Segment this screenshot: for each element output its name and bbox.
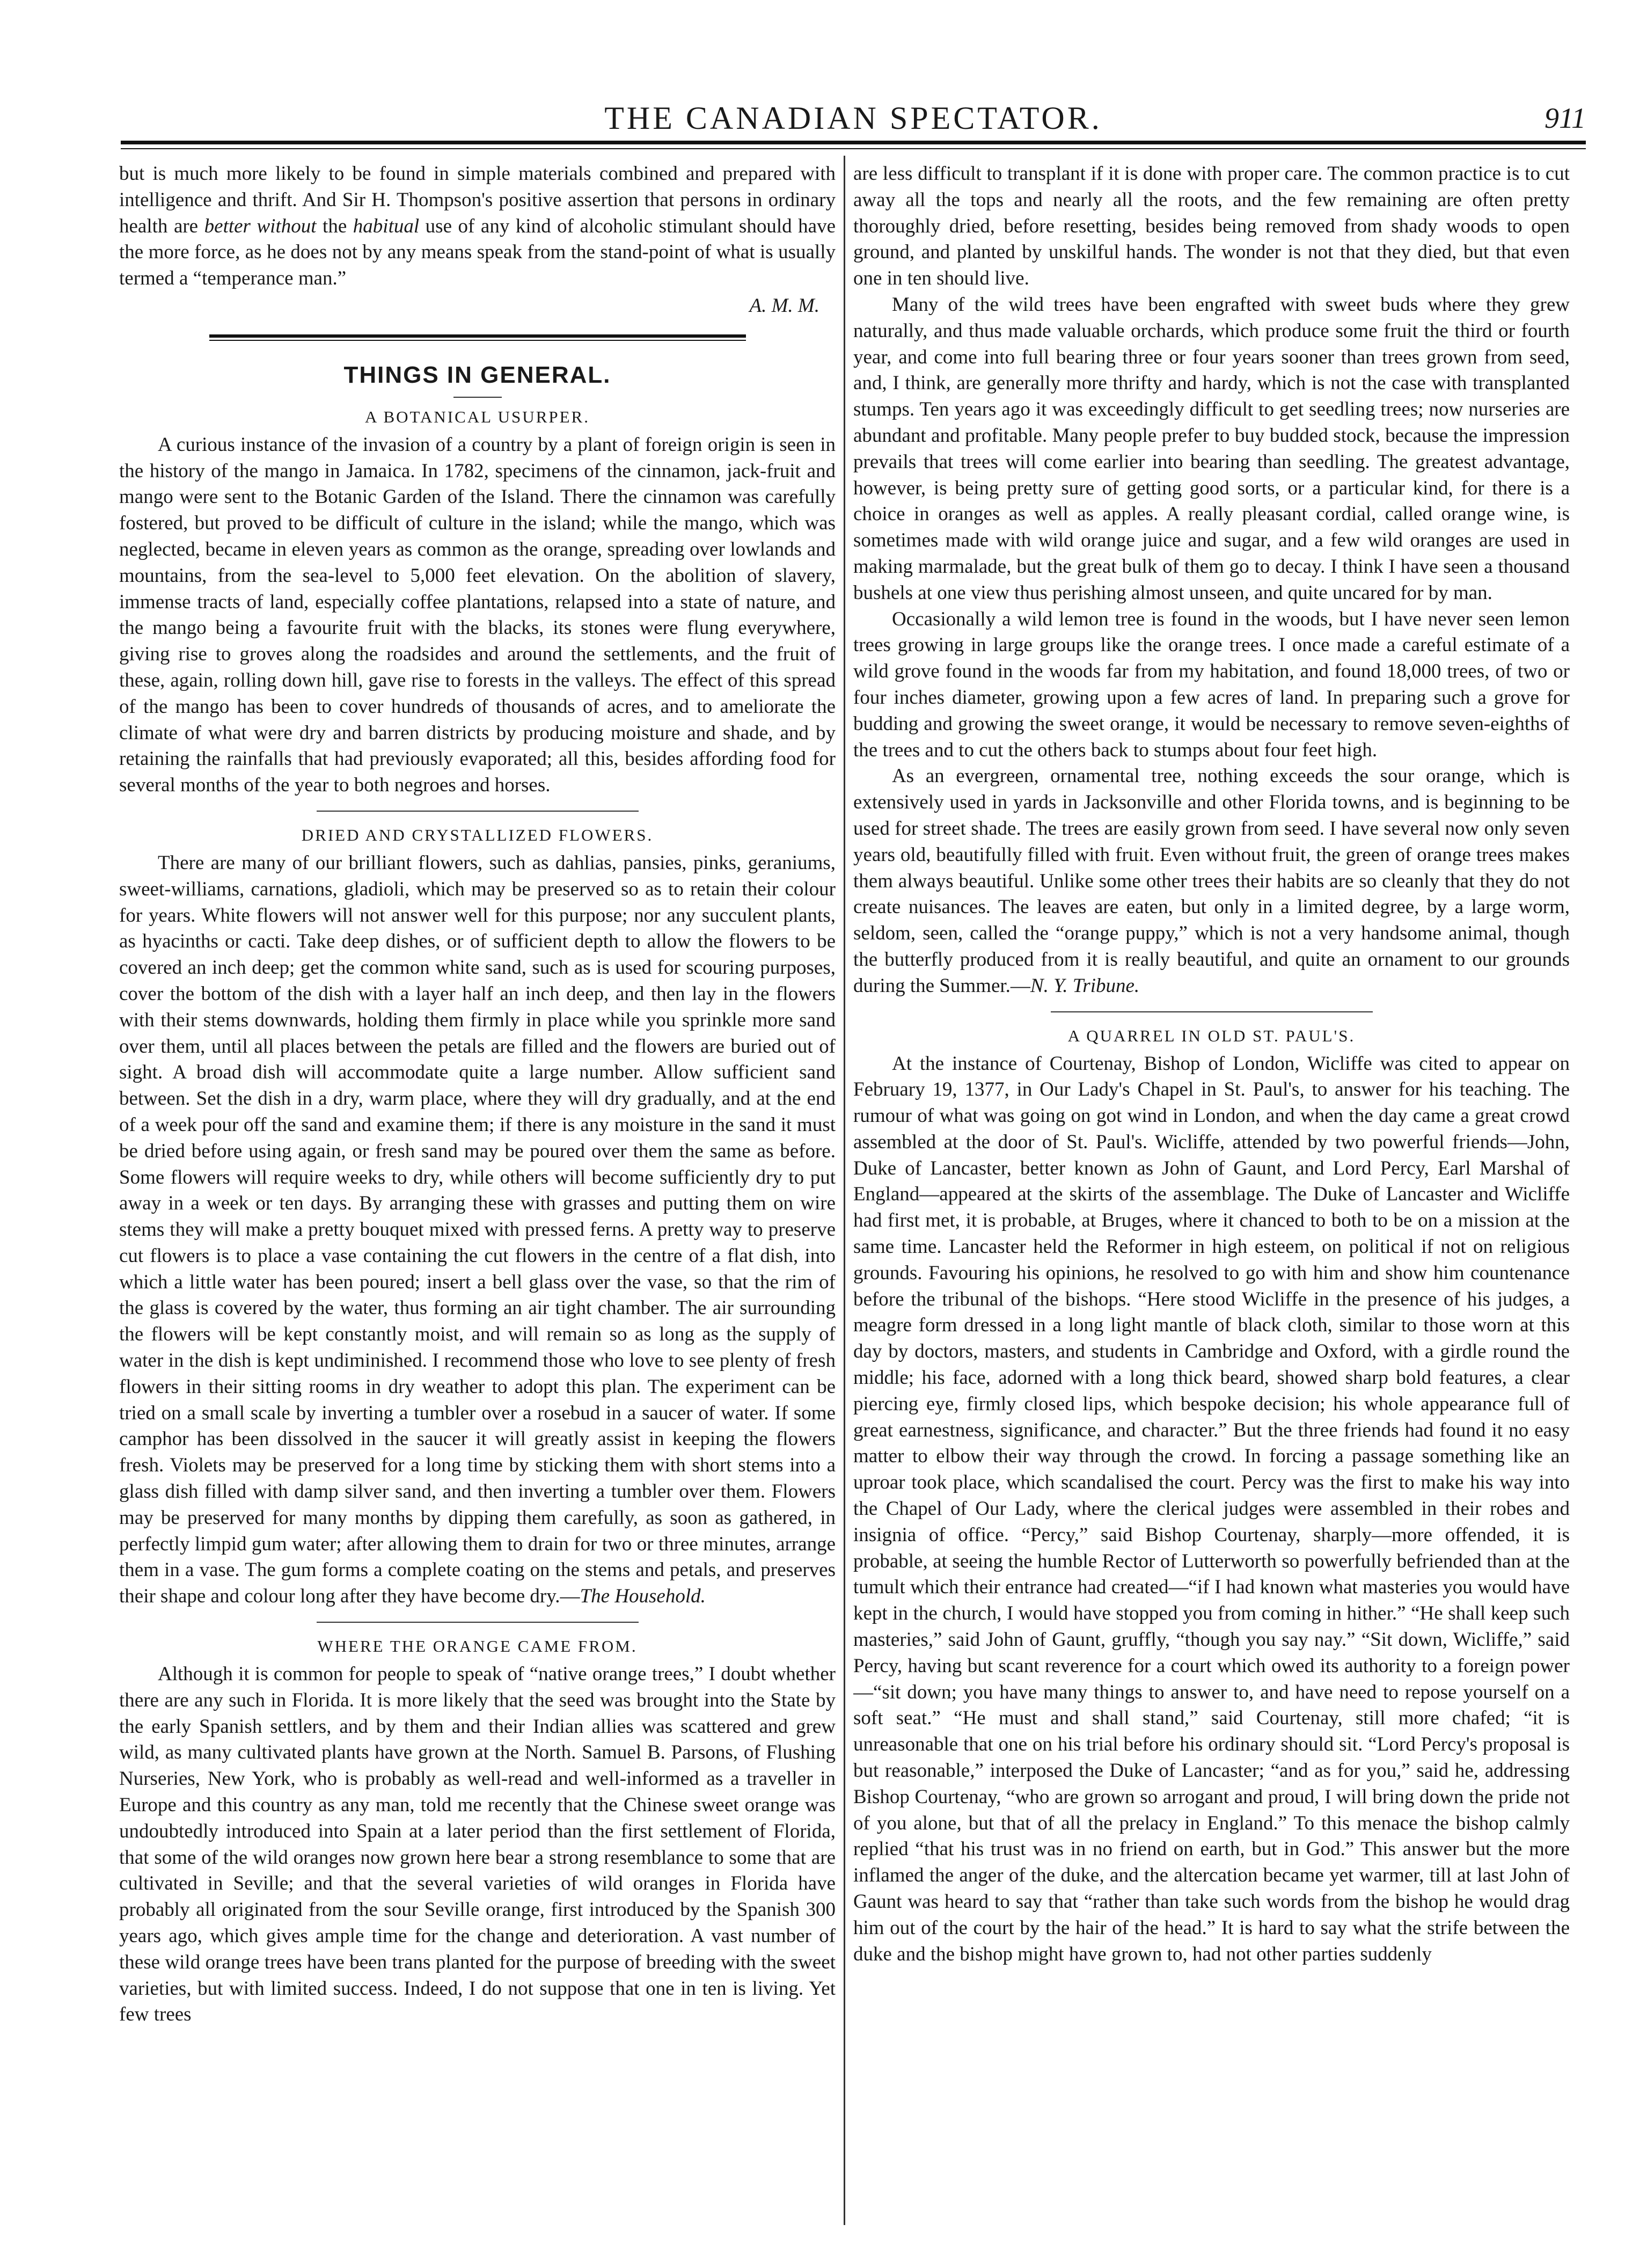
column-divider bbox=[844, 156, 845, 2225]
publication-title: THE CANADIAN SPECTATOR. bbox=[604, 100, 1102, 136]
article-body-orange: Although it is common for people to speak of “native orange trees,” I doubt whether there are any such in Florida. It is more likely that the seed was brought into the State by the early Spanish settlers, and by them and their Indian allies was scattered and grew wild, as many cultivated plants have grown at the North. Samuel B. Parsons, of Flushing Nurseries, New York, who is probably as well-read and well-informed as a traveller in Europe and this country as any man, told me recently that the Chinese sweet orange was undoubtedly introduced into Spain at a later period than the first settlement of Florida, that some of the wild oranges now grown here bear a strong resemblance to some that are cultivated in Seville; and that the several varieties of wild oranges in Florida have probably all originated from the sour Seville orange, first introduced by the Spanish 300 years ago, which gives ample time for the change and deterioration. A vast number of these wild orange trees have been trans planted for the purpose of breeding with the sweet varieties, but with limited success. Indeed, I do not suppose that one in ten is living. Yet few trees bbox=[119, 1663, 836, 2026]
article-separator bbox=[317, 811, 639, 812]
article-paragraph: Occasionally a wild lemon tree is found in the woods, but I have never seen lemon trees growing in large groups like the orange trees. I once made a careful estimate of a wild grove found in the woods far from my habitation, and found 18,000 trees, of two or four inches diameter, growing upon a few acres of land. In preparing such a grove for budding and growing the sweet orange, it would be necessary to remove seven-eighths of the trees and to cut the others back to stumps about four feet high. bbox=[853, 608, 1570, 761]
article-source: N. Y. Tribune. bbox=[1030, 974, 1140, 997]
article-body-quarrel: At the instance of Courtenay, Bishop of London, Wicliffe was cited to appear on February 19, 1377, in Our Lady's Chapel in St. Paul's, to answer for his teaching. The rumour of what was going on got wind in London, and when the day came a great crowd assembled at the door of St. Paul's. Wicliffe, attended by two powerful friends—John, Duke of Lancaster, better known as John of Gaunt, and Lord Percy, Earl Marshal of England—appeared at the skirts of the assemblage. The Duke of Lancaster and Wicliffe had first met, it is probable, at Bruges, where it chanced to both to be on a mission at the same time. Lancaster held the Reformer in high esteem, on political if not on religious grounds. Favouring his opinions, he resolved to go with him and show him countenance before the tribunal of the bishops. “Here stood Wicliffe in the presence of his judges, a meagre form dressed in a long light mantle of black cloth, similar to those worn at this day by doctors, masters, and students in Cambridge and Oxford, with a girdle round the middle; his face, adorned with a long thick beard, showed sharp bold features, a clear piercing eye, firmly closed lips, which bespoke decision; his whole appearance full of great earnestness, significance, and character.” But the three friends had found it no easy matter to elbow their way through the crowd. In forcing a passage something like an uproar took place, which scandalised the court. Percy was the first to make his way into the Chapel of Our Lady, where the clerical judges were assembled in their robes and insignia of office. “Percy,” said Bishop Courtenay, sharply—more offended, it is probable, at seeing the humble Rector of Lutterworth so powerfully befriended than at the tumult which their entrance had created—“if I had known what masteries you would have kept in the church, I would have stopped you from coming in hither.” “He shall keep such masteries,” said John of Gaunt, gruffly, “though you say nay.” “Sit down, Wicliffe,” said Percy, having but scant reverence for a court which owed its authority to a foreign power—“sit down; you have many things to answer to, and have need to repose yourself on a soft seat.” “He must and shall stand,” said Courtenay, still more chafed; “it is unreasonable that one on his trial before his ordinary should sit. “Lord Percy's proposal is but reasonable,” interposed the Duke of Lancaster; “and as for you,” said he, addressing Bishop Courtenay, “who are grown so arrogant and proud, I will bring down the pride not of you alone, but that of all the prelacy in England.” To this menace the bishop calmly replied “that his trust was in no friend on earth, but in God.” This answer but the more inflamed the anger of the duke, and the altercation became yet warmer, till at last John of Gaunt was heard to say that “rather than take such words from the bishop he would drag him out of the court by the hair of the head.” It is hard to say what the strife between the duke and the bishop might have grown to, had not other parties suddenly bbox=[853, 1052, 1570, 1965]
right-column bbox=[853, 161, 1570, 2228]
article-heading-quarrel: A QUARREL IN OLD ST. PAUL'S. bbox=[1067, 1026, 1356, 1045]
masthead-rule-thin bbox=[121, 148, 1586, 149]
article-paragraph: As an evergreen, ornamental tree, nothing exceeds the sour orange, which is extensively used in yards in Jacksonville and other Florida towns, and is beginning to be used for street shade. The trees are easily grown from seed. I have several now only seven years old, beautifully filled with fruit. Even without fruit, the green of orange trees makes them always beautiful. Unlike some other trees their habits are so cleanly that they do not create nuisances. The leaves are eaten, but only in a limited degree, by a large worm, seldom, seen, called the “orange puppy,” which is not a very handsome animal, though the butterfly produced from it is really beautiful, and quite an ornament to our grounds during the Summer.—N. Y. Tribune. bbox=[853, 765, 1570, 997]
section-title-rule bbox=[453, 397, 502, 398]
author-signature: A. M. M. bbox=[749, 294, 819, 317]
article-separator bbox=[1051, 1011, 1373, 1012]
article-heading-orange: WHERE THE ORANGE CAME FROM. bbox=[317, 1637, 638, 1656]
article-body-dried-flowers: There are many of our brilliant flowers, such as dahlias, pansies, pinks, geraniums, sweet-williams, carnations, gladioli, which may be preserved so as to retain their colour for years. White flowers will not answer well for this purpose; nor any succulent plants, as hyacinths or cacti. Take deep dishes, or of sufficient depth to allow the flowers to be covered an inch deep; get the common white sand, such as is used for scouring purposes, cover the bottom of the dish with a layer half an inch deep, and then lay in the flowers with their stems downwards, holding them firmly in place while you sprinkle more sand over them, until all places between the petals are filled and the flowers are buried out of sight. A broad dish will accommodate quite a large number. Allow sufficient sand between. Set the dish in a dry, warm place, where they will dry gradually, and at the end of a week pour off the sand and examine them; if there is any moisture in the sand it must be dried before using again, or fresh sand may be poured over them the same as before. Some flowers will require weeks to dry, while others will become sufficiently dry to put away in a week or ten days. By arranging these with grasses and putting them on wire stems they will make a pretty bouquet mixed with pressed ferns. A pretty way to preserve cut flowers is to place a vase containing the cut flowers in the centre of a flat dish, into which a little water has been poured; insert a bell glass over the vase, so that the rim of the glass is covered by the water, thus forming an air tight chamber. The air surrounding the flowers will be kept constantly moist, and will remain so as long as the supply of water in the dish is kept undiminished. I recommend those who love to see plenty of fresh flowers in their sitting rooms in dry weather to adopt this plan. The experiment can be tried on a small scale by inverting a tumbler over a rosebud in a saucer of water. If some camphor has been dissolved in the saucer it will greatly assist in keeping the flowers fresh. Violets may be preserved for a long time by sticking them with short stems into a glass dish filled with damp silver sand, and then inverting a tumbler over them. Flowers may be preserved for many months by dipping them carefully, as soon as gathered, in perfectly limpid gum water; after allowing them to drain for two or three minutes, arrange them in a vase. The gum forms a complete coating on the stems and petals, and preserves their shape and colour long after they have become dry.—The Household. bbox=[119, 851, 836, 1608]
masthead bbox=[121, 97, 1586, 140]
article-source: The Household. bbox=[580, 1585, 706, 1608]
intro-paragraph: but is much more likely to be found in simple materials combined and prepared with intelligence and thrift. And Sir H. Thompson's positive assertion that persons in ordinary health are better without the habitual use of any kind of alcoholic stimulant should have the more force, as he does not by any means speak from the stand-point of what is usually termed a “temperance man.” bbox=[119, 163, 836, 290]
masthead-rule-thick bbox=[121, 141, 1586, 144]
article-body-botanical: A curious instance of the invasion of a country by a plant of foreign origin is seen in the history of the mango in Jamaica. In 1782, specimens of the cinnamon, jack-fruit and mango were sent to the Botanic Garden of the Island. There the cinnamon was carefully fostered, but proved to be difficult of culture in the island; while the mango, which was neglected, became in eleven years as common as the orange, spreading over lowlands and mountains, from the sea-level to 5,000 feet elevation. On the abolition of slavery, immense tracts of land, especially coffee plantations, relapsed into a state of nature, and the mango being a favourite fruit with the blacks, its stones were flung everywhere, giving rise to groves along the roadsides and around the settlements, and the fruit of these, again, rolling down hill, gave rise to forests in the valleys. The effect of this spread of the mango has been to cover hundreds of thousands of acres, and to ameliorate the climate of what were dry and barren districts by producing moisture and shade, and by retaining the rainfalls that had previously evaporated; all this, besides affording food for several months of the year to both negroes and horses. bbox=[119, 433, 836, 797]
section-separator bbox=[209, 334, 746, 341]
page-number: 911 bbox=[1544, 102, 1586, 134]
article-separator bbox=[317, 1622, 639, 1623]
article-heading-dried-flowers: DRIED AND CRYSTALLIZED FLOWERS. bbox=[301, 825, 654, 844]
article-heading-botanical: A BOTANICAL USURPER. bbox=[365, 407, 590, 426]
left-column bbox=[119, 161, 836, 2228]
article-body-orange-continued: are less difficult to transplant if it is done with proper care. The common practice is to cut away all the tops and nearly all the roots, and the few remaining are often pretty thoroughly dried, before resetting, besides being removed from shady woods to open ground, and planted by unskilful hands. The wonder is not that they died, but that even one in ten should live. bbox=[853, 163, 1570, 290]
section-title: THINGS IN GENERAL. bbox=[343, 361, 611, 388]
article-paragraph: Many of the wild trees have been engrafted with sweet buds where they grew naturally, and thus made valuable orchards, which produce some fruit the third or fourth year, and come into full bearing three or four years sooner than trees grown from seed, and, I think, are generally more thrifty and hardy, which is not the case with transplanted stumps. Ten years ago it was exceedingly difficult to get seedling trees; now nurseries are abundant and profitable. Many people prefer to buy budded stock, because the impression prevails that trees will come earlier into bearing than seedling. The greatest advantage, however, is being pretty sure of getting good sorts, or a particular kind, for there is a choice in oranges as well as apples. A really pleasant cordial, called orange wine, is sometimes made with wild orange juice and sugar, and a few wild oranges are used in making marmalade, but the great bulk of them go to decay. I think I have seen a thousand bushels at one view thus perishing almost unseen, and quite uncared for by man. bbox=[853, 293, 1570, 604]
